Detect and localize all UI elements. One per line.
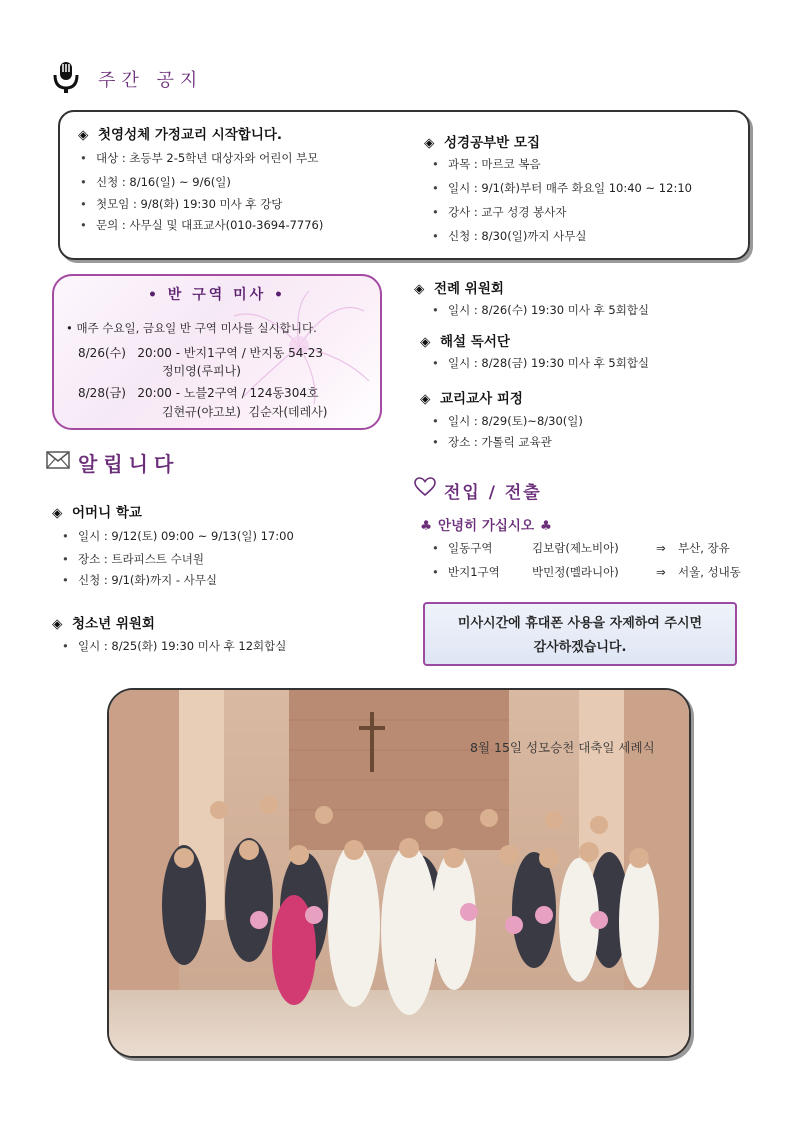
arrow-right-icon: ⇒: [656, 565, 666, 579]
readers-heading: ◈ 해설 독서단: [420, 334, 510, 350]
list-item: • 일동구역 김보람(제노비아) ⇒ 부산, 장유: [432, 541, 730, 555]
catechist-heading: ◈ 교리교사 피정: [420, 391, 523, 407]
liturgy-heading: ◈ 전례 위원회: [414, 281, 504, 297]
diamond-icon: ◈: [420, 334, 431, 350]
list-item: • 강사 : 교구 성경 봉사자: [432, 205, 567, 219]
heart-icon: [414, 477, 436, 500]
diamond-icon: ◈: [52, 505, 63, 521]
first-communion-heading: ◈ 첫영성체 가정교리 시작합니다.: [78, 127, 283, 143]
photo-caption: 8월 15일 성모승천 대축일 세례식: [470, 740, 655, 755]
microphone-icon: [52, 60, 80, 96]
transfer-title: 전입 / 전출: [444, 483, 542, 503]
list-item: • 일시 : 9/1(화)부터 매주 화요일 10:40 ~ 12:10: [432, 181, 692, 195]
district-mass-line: 정미영(루피나): [162, 364, 241, 378]
list-item: • 일시 : 8/28(금) 19:30 미사 후 5회합실: [432, 356, 650, 370]
list-item: • 일시 : 9/12(토) 09:00 ~ 9/13(일) 17:00: [62, 529, 294, 543]
list-item: • 신청 : 8/30(일)까지 사무실: [432, 229, 587, 243]
list-item: • 장소 : 가톨릭 교육관: [432, 435, 552, 449]
list-item: • 대상 : 초등부 2-5학년 대상자와 어린이 부모: [80, 151, 319, 165]
bible-study-heading: ◈ 성경공부반 모집: [424, 135, 540, 151]
district-mass-title: • 반 구역 미사 •: [147, 287, 286, 303]
phone-notice-line: 감사하겠습니다.: [533, 640, 627, 655]
club-icon: ♣: [420, 518, 433, 534]
announce-title: 알립니다: [78, 452, 180, 476]
diamond-icon: ◈: [420, 391, 431, 407]
diamond-icon: ◈: [52, 616, 63, 632]
diamond-icon: ◈: [78, 127, 89, 143]
phone-notice-line: 미사시간에 휴대폰 사용을 자제하여 주시면: [457, 616, 703, 631]
list-item: • 일시 : 8/25(화) 19:30 미사 후 12회합실: [62, 639, 287, 653]
list-item: • 신청 : 8/16(일) ~ 9/6(일): [80, 175, 231, 189]
district-mass-line: 김현규(야고보) 김순자(데레사): [162, 405, 328, 419]
list-item: • 일시 : 8/26(수) 19:30 미사 후 5회합실: [432, 303, 650, 317]
list-item: • 장소 : 트라피스트 수녀원: [62, 552, 204, 566]
farewell-heading: ♣ 안녕히 가십시오 ♣: [420, 518, 552, 534]
district-mass-box: [52, 274, 382, 430]
arrow-right-icon: ⇒: [656, 541, 666, 555]
list-item: • 신청 : 9/1(화)까지 - 사무실: [62, 573, 217, 587]
envelope-icon: [46, 451, 70, 472]
list-item: • 일시 : 8/29(토)~8/30(일): [432, 414, 583, 428]
youth-heading: ◈ 청소년 위원회: [52, 616, 155, 632]
district-mass-intro: • 매주 수요일, 금요일 반 구역 미사를 실시합니다.: [66, 321, 317, 335]
club-icon: ♣: [539, 518, 552, 534]
phone-notice-box: [423, 602, 737, 666]
list-item: • 반지1구역 박민정(멜라니아) ⇒ 서울, 성내동: [432, 565, 741, 579]
diamond-icon: ◈: [414, 281, 425, 297]
diamond-icon: ◈: [424, 135, 435, 151]
district-mass-line: 8/26(수) 20:00 - 반지1구역 / 반지동 54-23: [78, 346, 324, 360]
district-mass-line: 8/28(금) 20:00 - 노블2구역 / 124동304호: [78, 386, 319, 400]
list-item: • 문의 : 사무실 및 대표교사(010-3694-7776): [80, 218, 324, 232]
list-item: • 과목 : 마르코 복음: [432, 157, 541, 171]
list-item: • 첫모임 : 9/8(화) 19:30 미사 후 강당: [80, 197, 283, 211]
mothers-school-heading: ◈ 어머니 학교: [52, 505, 142, 521]
weekly-title: 주간 공지: [98, 70, 204, 91]
